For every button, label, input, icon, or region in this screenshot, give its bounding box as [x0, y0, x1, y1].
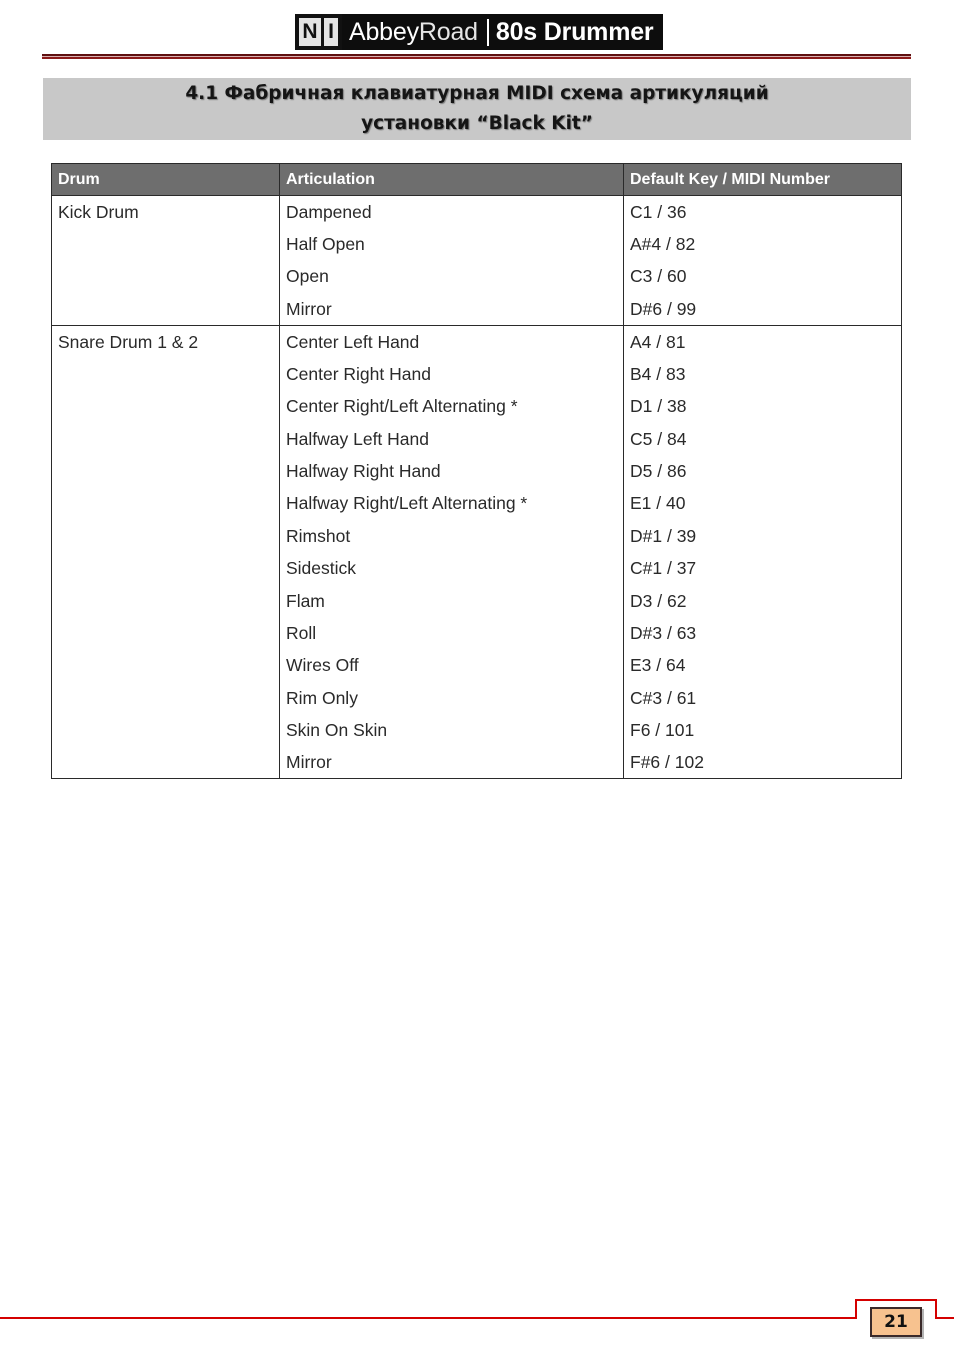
drum-cell: Kick Drum	[52, 196, 280, 326]
articulation-cell: Open	[280, 260, 624, 292]
brand-divider	[487, 19, 489, 46]
articulation-cell: Halfway Right Hand	[280, 455, 624, 487]
articulation-cell: Wires Off	[280, 649, 624, 681]
table-body	[52, 196, 902, 779]
table-row	[52, 196, 902, 229]
table-row	[52, 325, 902, 358]
midi-key-cell: E3 / 64	[624, 649, 902, 681]
ni-logo-letter-i: I	[324, 18, 338, 46]
midi-key-cell: C3 / 60	[624, 260, 902, 292]
articulation-cell: Halfway Left Hand	[280, 423, 624, 455]
midi-key-cell: C#1 / 37	[624, 552, 902, 584]
articulation-table	[51, 163, 902, 779]
midi-key-cell: D#6 / 99	[624, 293, 902, 326]
articulation-cell: Dampened	[280, 196, 624, 229]
header-rule	[42, 54, 911, 59]
midi-key-cell: C1 / 36	[624, 196, 902, 229]
midi-key-cell: F#6 / 102	[624, 746, 902, 779]
midi-key-cell: A#4 / 82	[624, 228, 902, 260]
product-name: 80s Drummer	[495, 17, 654, 46]
ni-logo	[295, 14, 342, 50]
midi-key-cell: D1 / 38	[624, 390, 902, 422]
midi-key-cell: D3 / 62	[624, 585, 902, 617]
midi-key-cell: D#1 / 39	[624, 520, 902, 552]
midi-key-cell: D5 / 86	[624, 455, 902, 487]
section-title-line-2: установки “Black Kit”	[361, 113, 593, 134]
articulation-cell: Center Right Hand	[280, 358, 624, 390]
footer-rule	[0, 1290, 954, 1334]
articulation-cell: Flam	[280, 585, 624, 617]
midi-key-cell: C#3 / 61	[624, 682, 902, 714]
page-number: 21	[870, 1307, 922, 1337]
section-title-line-1: 4.1 Фабричная клавиатурная MIDI схема артикуляций	[185, 83, 769, 104]
midi-key-cell: E1 / 40	[624, 487, 902, 519]
product-logo	[295, 14, 663, 50]
drum-cell: Snare Drum 1 & 2	[52, 325, 280, 779]
midi-key-cell: D#3 / 63	[624, 617, 902, 649]
midi-key-cell: F6 / 101	[624, 714, 902, 746]
ni-logo-letter-n: N	[299, 18, 321, 46]
articulation-cell: Center Left Hand	[280, 325, 624, 358]
articulation-cell: Half Open	[280, 228, 624, 260]
column-header-midi-key: Default Key / MIDI Number	[624, 164, 902, 196]
articulation-cell: Roll	[280, 617, 624, 649]
articulation-cell: Halfway Right/Left Alternating *	[280, 487, 624, 519]
column-header-drum: Drum	[52, 164, 280, 196]
midi-key-cell: A4 / 81	[624, 325, 902, 358]
articulation-cell: Mirror	[280, 293, 624, 326]
section-title	[43, 78, 911, 140]
midi-key-cell: B4 / 83	[624, 358, 902, 390]
column-header-articulation: Articulation	[280, 164, 624, 196]
midi-key-cell: C5 / 84	[624, 423, 902, 455]
brand-abbey: Abbey	[349, 17, 419, 46]
articulation-cell: Center Right/Left Alternating *	[280, 390, 624, 422]
articulation-cell: Rim Only	[280, 682, 624, 714]
table-header-row	[52, 164, 902, 196]
brand-road: Road	[418, 17, 478, 46]
articulation-cell: Rimshot	[280, 520, 624, 552]
articulation-cell: Skin On Skin	[280, 714, 624, 746]
brand-wordmark	[342, 14, 663, 50]
articulation-cell: Mirror	[280, 746, 624, 779]
articulation-cell: Sidestick	[280, 552, 624, 584]
